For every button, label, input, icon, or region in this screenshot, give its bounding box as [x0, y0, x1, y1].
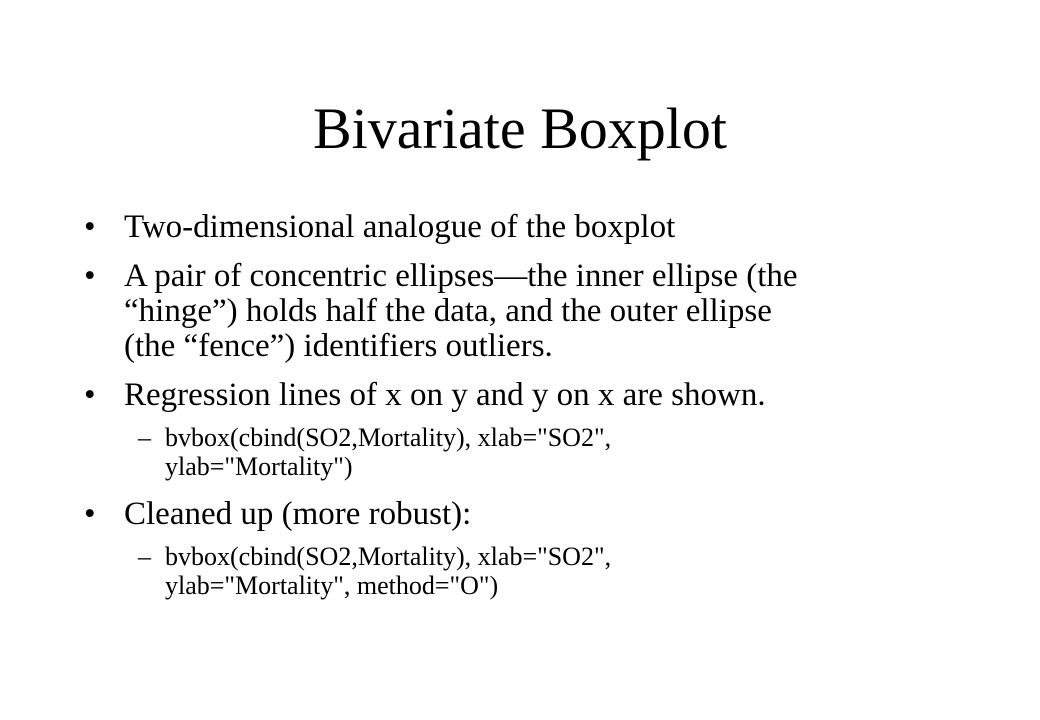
sub-bullet-text-line: ylab="Mortality", method="O") [165, 571, 499, 600]
sub-bullet-item [84, 542, 984, 600]
bullet-text-line: A pair of concentric ellipses—the inner ellipse (the [124, 258, 798, 294]
bullet-text-line: Cleaned up (more robust): [124, 496, 472, 532]
bullet-list [84, 210, 984, 616]
sub-bullet-text-line: bvbox(cbind(SO2,Mortality), xlab="SO2", [165, 542, 612, 571]
bullet-text-line: Regression lines of x on y and y on x are shown. [124, 377, 766, 413]
bullet-item [84, 259, 984, 364]
bullet-item [84, 210, 984, 245]
bullet-marker: • [84, 496, 96, 532]
sub-bullet-text-line: bvbox(cbind(SO2,Mortality), xlab="SO2", [165, 423, 612, 452]
bullet-marker: • [84, 377, 96, 413]
bullet-text-line: “hinge”) holds half the data, and the outer ellipse [124, 293, 772, 329]
bullet-text-line: Two-dimensional analogue of the boxplot [124, 209, 676, 245]
sub-bullet-text-line: ylab="Mortality") [165, 452, 353, 481]
slide-title: Bivariate Boxplot [313, 96, 727, 161]
bullet-item [84, 378, 984, 413]
bullet-text-line: (the “fence”) identifiers outliers. [124, 328, 553, 364]
bullet-marker: • [84, 258, 96, 294]
bullet-marker: • [84, 209, 96, 245]
sub-bullet-item [84, 423, 984, 481]
bullet-item [84, 497, 984, 532]
sub-bullet-marker: – [138, 423, 151, 452]
sub-bullet-marker: – [138, 542, 151, 571]
